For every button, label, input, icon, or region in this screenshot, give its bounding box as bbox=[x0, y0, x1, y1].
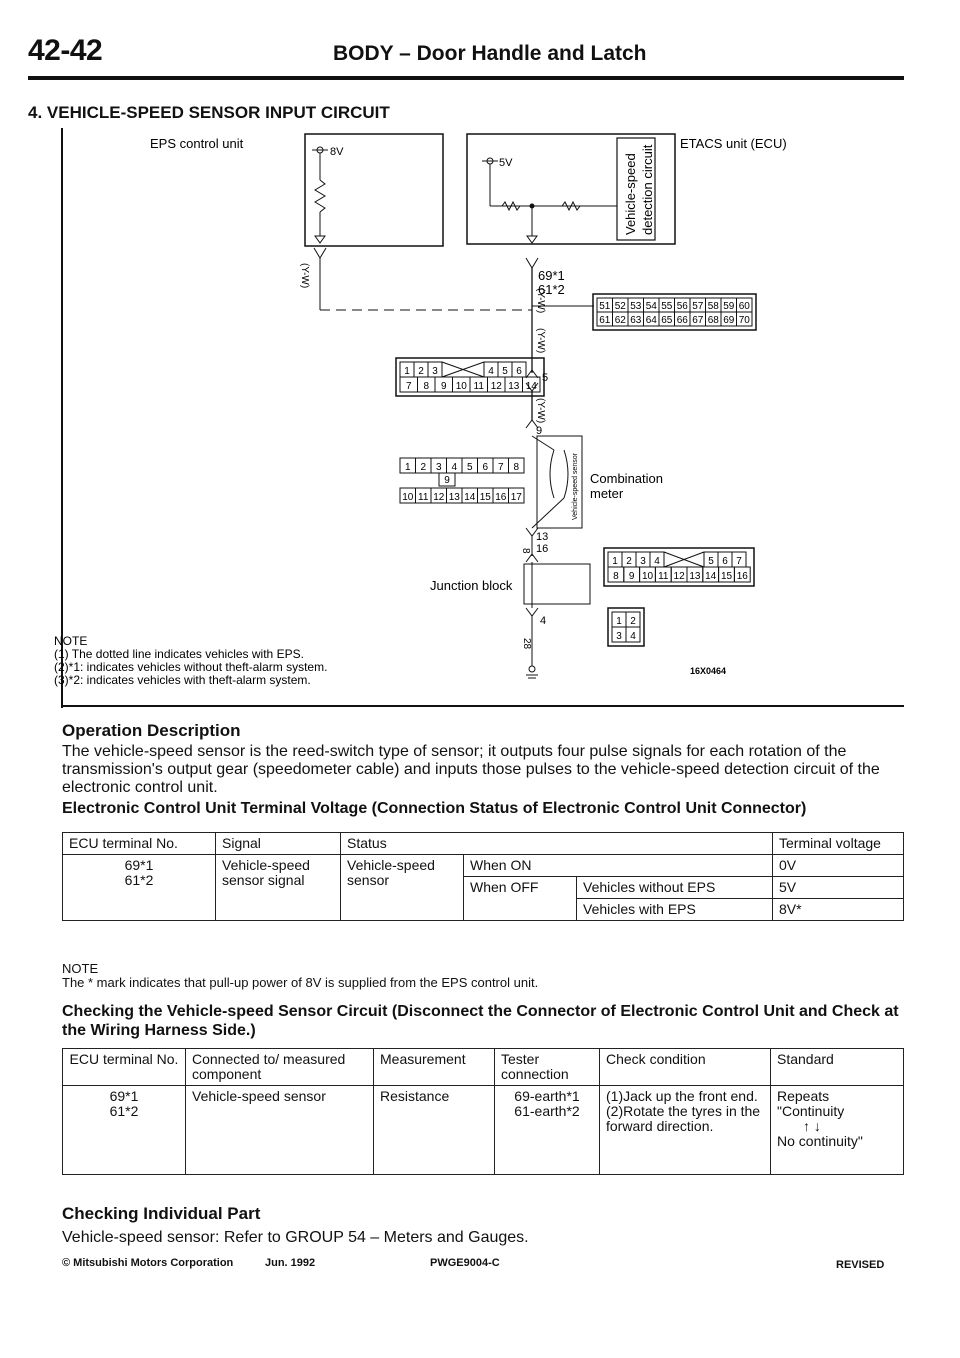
ct-header-condition: Check condition bbox=[600, 1049, 771, 1086]
c17-pin-label: 15 bbox=[479, 492, 491, 503]
c17-pin-label: 7 bbox=[497, 462, 504, 473]
ct-header-terminal: ECU terminal No. bbox=[63, 1049, 186, 1086]
etacs-pin-label: 51 bbox=[599, 301, 611, 312]
ct-terminal bbox=[63, 1086, 186, 1175]
c17-pin-label: 14 bbox=[464, 492, 476, 503]
etacs-pin-label: 63 bbox=[630, 315, 642, 326]
individual-heading: Checking Individual Part bbox=[62, 1204, 261, 1223]
ct-standard bbox=[771, 1086, 904, 1175]
ct-terminal-61: 61*2 bbox=[109, 1103, 139, 1119]
ct-standard-3: ↑ ↓ bbox=[803, 1118, 821, 1134]
connector-17pin bbox=[400, 458, 524, 503]
etacs-pin-label: 61 bbox=[599, 315, 611, 326]
ct-standard-2: "Continuity bbox=[777, 1103, 845, 1119]
ct-tester-69: 69-earth*1 bbox=[514, 1088, 580, 1104]
etacs-pin-label: 69 bbox=[723, 315, 735, 326]
c14-pin-label: 5 bbox=[502, 366, 508, 377]
c14-pin-label: 4 bbox=[488, 366, 494, 377]
c17-pin-label: 1 bbox=[404, 462, 411, 473]
diagram-note-0: NOTE bbox=[54, 634, 88, 648]
detection-circuit-line1: Vehicle-speed bbox=[623, 153, 638, 235]
section-title: 4. VEHICLE-SPEED SENSOR INPUT CIRCUIT bbox=[28, 103, 390, 122]
c16-pin-label: 16 bbox=[736, 571, 748, 582]
terminal-69: 69*1 bbox=[538, 268, 565, 283]
check-table bbox=[62, 1048, 904, 1175]
c14-key bbox=[442, 362, 484, 377]
pin-28: 28 bbox=[521, 638, 532, 650]
pin-5: 5 bbox=[542, 372, 549, 384]
c14-pin-label: 12 bbox=[490, 381, 502, 392]
page-title: BODY – Door Handle and Latch bbox=[333, 42, 647, 65]
figure-code: 16X0464 bbox=[690, 666, 727, 676]
c17-pin-label: 8 bbox=[513, 462, 520, 473]
ct-condition bbox=[600, 1086, 771, 1175]
c4-pin-label: 3 bbox=[616, 631, 622, 642]
vt-header-status: Status bbox=[341, 833, 773, 855]
c16-pin-label: 9 bbox=[628, 571, 635, 582]
c14-pin-label: 8 bbox=[423, 381, 430, 392]
diagram-note-3: (3)*2: indicates vehicles with theft-alarm system. bbox=[54, 673, 311, 687]
c16-pin-label: 1 bbox=[612, 556, 618, 567]
vt-header-terminal: ECU terminal No. bbox=[63, 833, 216, 855]
vt-terminal bbox=[63, 855, 216, 921]
connector-4pin bbox=[608, 608, 644, 646]
etacs-pin-label: 52 bbox=[614, 301, 626, 312]
vt-when-off: When OFF bbox=[464, 877, 577, 921]
etacs-pin-label: 53 bbox=[630, 301, 642, 312]
etacs-pin-label: 64 bbox=[645, 315, 657, 326]
wiring-diagram bbox=[54, 128, 904, 708]
c16-key bbox=[664, 552, 704, 567]
c17-pin-label: 11 bbox=[418, 492, 429, 503]
ct-header-component: Connected to/ measured component bbox=[186, 1049, 374, 1086]
c16-pin-label: 13 bbox=[689, 571, 701, 582]
voltage-note-label: NOTE bbox=[62, 961, 99, 976]
detection-circuit-line2: detection circuit bbox=[640, 144, 655, 235]
c14-pin-label: 14 bbox=[525, 381, 537, 392]
etacs-pin-label: 59 bbox=[723, 301, 735, 312]
ct-condition-1: (1)Jack up the front end. bbox=[606, 1088, 758, 1104]
sensor-text: Vehicle-speed sensor bbox=[572, 453, 579, 520]
junction-block bbox=[524, 564, 590, 604]
footer-copyright: © Mitsubishi Motors Corporation bbox=[62, 1257, 234, 1269]
wire-color-2: (Y-W) bbox=[535, 328, 546, 354]
c17-pin-label: 6 bbox=[482, 462, 489, 473]
vt-terminal-61: 61*2 bbox=[124, 872, 154, 888]
diagram-note-2: (2)*1: indicates vehicles without theft-alarm system. bbox=[54, 660, 328, 674]
c14-pin-label: 1 bbox=[404, 366, 410, 377]
vt-voltage-on: 0V bbox=[773, 855, 904, 877]
c14-pin-label: 9 bbox=[440, 381, 447, 392]
c16-pin-label: 8 bbox=[613, 571, 619, 582]
vt-signal: Vehicle-speed sensor signal bbox=[216, 855, 341, 921]
c4-pin-label: 1 bbox=[616, 616, 622, 627]
etacs-pin-label: 70 bbox=[738, 315, 750, 326]
ct-measurement: Resistance bbox=[374, 1086, 495, 1175]
connector-14pin bbox=[396, 358, 544, 396]
etacs-label: ETACS unit (ECU) bbox=[680, 136, 787, 151]
c16-pin-label: 5 bbox=[708, 556, 714, 567]
footer-doc-code: PWGE9004-C bbox=[430, 1257, 500, 1269]
c17-pin-label: 10 bbox=[402, 492, 414, 503]
voltage-table bbox=[62, 832, 904, 921]
c17-pin-label: 3 bbox=[435, 462, 442, 473]
etacs-pin-label: 62 bbox=[614, 315, 626, 326]
ct-tester-61: 61-earth*2 bbox=[514, 1103, 580, 1119]
c14-pin-label: 10 bbox=[455, 381, 467, 392]
vt-when-on: When ON bbox=[464, 855, 773, 877]
terminal-61: 61*2 bbox=[538, 282, 565, 297]
c14-pin-label: 11 bbox=[473, 381, 484, 392]
c17-pin-label: 17 bbox=[510, 492, 522, 503]
ct-tester bbox=[495, 1086, 600, 1175]
combination-meter-line2: meter bbox=[590, 486, 624, 501]
individual-text: Vehicle-speed sensor: Refer to GROUP 54 – Meters and Gauges. bbox=[62, 1229, 529, 1246]
c17-pin-label: 4 bbox=[451, 462, 458, 473]
c16-pin-label: 2 bbox=[626, 556, 632, 567]
vt-with-eps: Vehicles with EPS bbox=[577, 899, 773, 921]
voltage-table-heading: Electronic Control Unit Terminal Voltage (Connection Status of Electronic Control Unit Connector) bbox=[62, 800, 807, 817]
c16-pin-label: 6 bbox=[722, 556, 728, 567]
etacs-pin-label: 55 bbox=[661, 301, 673, 312]
c4-pin-label: 4 bbox=[630, 631, 636, 642]
c14-pin-label: 6 bbox=[516, 366, 522, 377]
connector-16pin bbox=[604, 548, 754, 586]
pin-16: 16 bbox=[536, 543, 549, 555]
footer-status: REVISED bbox=[836, 1259, 885, 1271]
header-rule bbox=[28, 76, 904, 80]
etacs-pin-label: 57 bbox=[692, 301, 704, 312]
pin-4: 4 bbox=[540, 615, 547, 627]
c17-pin-label: 2 bbox=[420, 462, 427, 473]
vt-terminal-69: 69*1 bbox=[124, 857, 154, 873]
etacs-pin-label: 54 bbox=[645, 301, 657, 312]
check-table-heading: Checking the Vehicle-speed Sensor Circuit (Disconnect the Connector of Electronic Control Unit and Check at the Wiring Harness Side.) bbox=[62, 1003, 899, 1039]
junction-block-label: Junction block bbox=[430, 578, 513, 593]
c4-pin-label: 2 bbox=[630, 616, 636, 627]
ct-header-tester: Tester connection bbox=[495, 1049, 600, 1086]
etacs-pin-label: 68 bbox=[707, 315, 719, 326]
wire-color-eps: (Y-W) bbox=[299, 263, 310, 289]
c16-pin-label: 11 bbox=[658, 571, 669, 582]
page-number: 42-42 bbox=[28, 34, 103, 67]
c17-pin-label: 13 bbox=[448, 492, 460, 503]
c16-pin-label: 12 bbox=[673, 571, 685, 582]
ct-header-measurement: Measurement bbox=[374, 1049, 495, 1086]
connector-etacs bbox=[593, 294, 756, 330]
etacs-pin-label: 66 bbox=[676, 315, 688, 326]
vt-header-voltage: Terminal voltage bbox=[773, 833, 904, 855]
vt-header-signal: Signal bbox=[216, 833, 341, 855]
ct-header-standard: Standard bbox=[771, 1049, 904, 1086]
c17-pin-label: 5 bbox=[466, 462, 473, 473]
vt-voltage-without: 5V bbox=[773, 877, 904, 899]
c16-pin-label: 7 bbox=[736, 556, 742, 567]
etacs-pin-label: 58 bbox=[707, 301, 719, 312]
c17-pin-label: 16 bbox=[495, 492, 507, 503]
ct-standard-1: Repeats bbox=[777, 1088, 830, 1104]
vt-status-main: Vehicle-speed sensor bbox=[341, 855, 464, 921]
pin-8: 8 bbox=[520, 548, 531, 554]
c16-pin-label: 3 bbox=[640, 556, 646, 567]
ct-standard-4: No continuity" bbox=[777, 1133, 863, 1149]
wire-color-1: (Y-W) bbox=[535, 288, 546, 314]
eps-8v: 8V bbox=[330, 146, 344, 158]
footer-date: Jun. 1992 bbox=[265, 1257, 316, 1269]
operation-heading: Operation Description bbox=[62, 721, 241, 740]
etacs-pin-label: 60 bbox=[738, 301, 750, 312]
etacs-pin-label: 56 bbox=[676, 301, 688, 312]
combination-meter-line1: Combination bbox=[590, 471, 663, 486]
wire-color-3: (Y-W) bbox=[535, 398, 546, 424]
pin-13: 13 bbox=[536, 531, 549, 543]
diagram-note-1: (1) The dotted line indicates vehicles with EPS. bbox=[54, 647, 304, 661]
c16-pin-label: 10 bbox=[641, 571, 654, 582]
c16-pin-label: 4 bbox=[654, 556, 660, 567]
c14-pin-label: 13 bbox=[508, 381, 520, 392]
c16-pin-label: 14 bbox=[705, 571, 717, 582]
c14-pin-label: 2 bbox=[418, 366, 424, 377]
c17-pin-label: 9 bbox=[444, 475, 450, 486]
voltage-note-text: The * mark indicates that pull-up power of 8V is supplied from the EPS control unit. bbox=[62, 975, 539, 990]
etacs-pin-label: 67 bbox=[692, 315, 704, 326]
c14-pin-label: 7 bbox=[405, 381, 412, 392]
c16-pin-label: 15 bbox=[720, 571, 733, 582]
operation-text: The vehicle-speed sensor is the reed-switch type of sensor; it outputs four pulse signals for each rotation of the transmission's output gear (speedometer cable) and inputs those pulses to the vehicle-speed detection circuit of the electronic control unit. bbox=[62, 743, 880, 796]
c14-pin-label: 3 bbox=[432, 366, 438, 377]
vt-voltage-with: 8V* bbox=[773, 899, 904, 921]
c17-pin-label: 12 bbox=[433, 492, 445, 503]
ct-terminal-69: 69*1 bbox=[109, 1088, 139, 1104]
eps-label: EPS control unit bbox=[150, 136, 244, 151]
pin-9: 9 bbox=[536, 425, 543, 437]
etacs-pin-label: 65 bbox=[661, 315, 673, 326]
ct-condition-2: (2)Rotate the tyres in the forward direction. bbox=[606, 1103, 761, 1134]
vt-without-eps: Vehicles without EPS bbox=[577, 877, 773, 899]
eps-control-unit bbox=[305, 134, 443, 246]
etacs-5v: 5V bbox=[499, 157, 513, 169]
ct-component: Vehicle-speed sensor bbox=[186, 1086, 374, 1175]
